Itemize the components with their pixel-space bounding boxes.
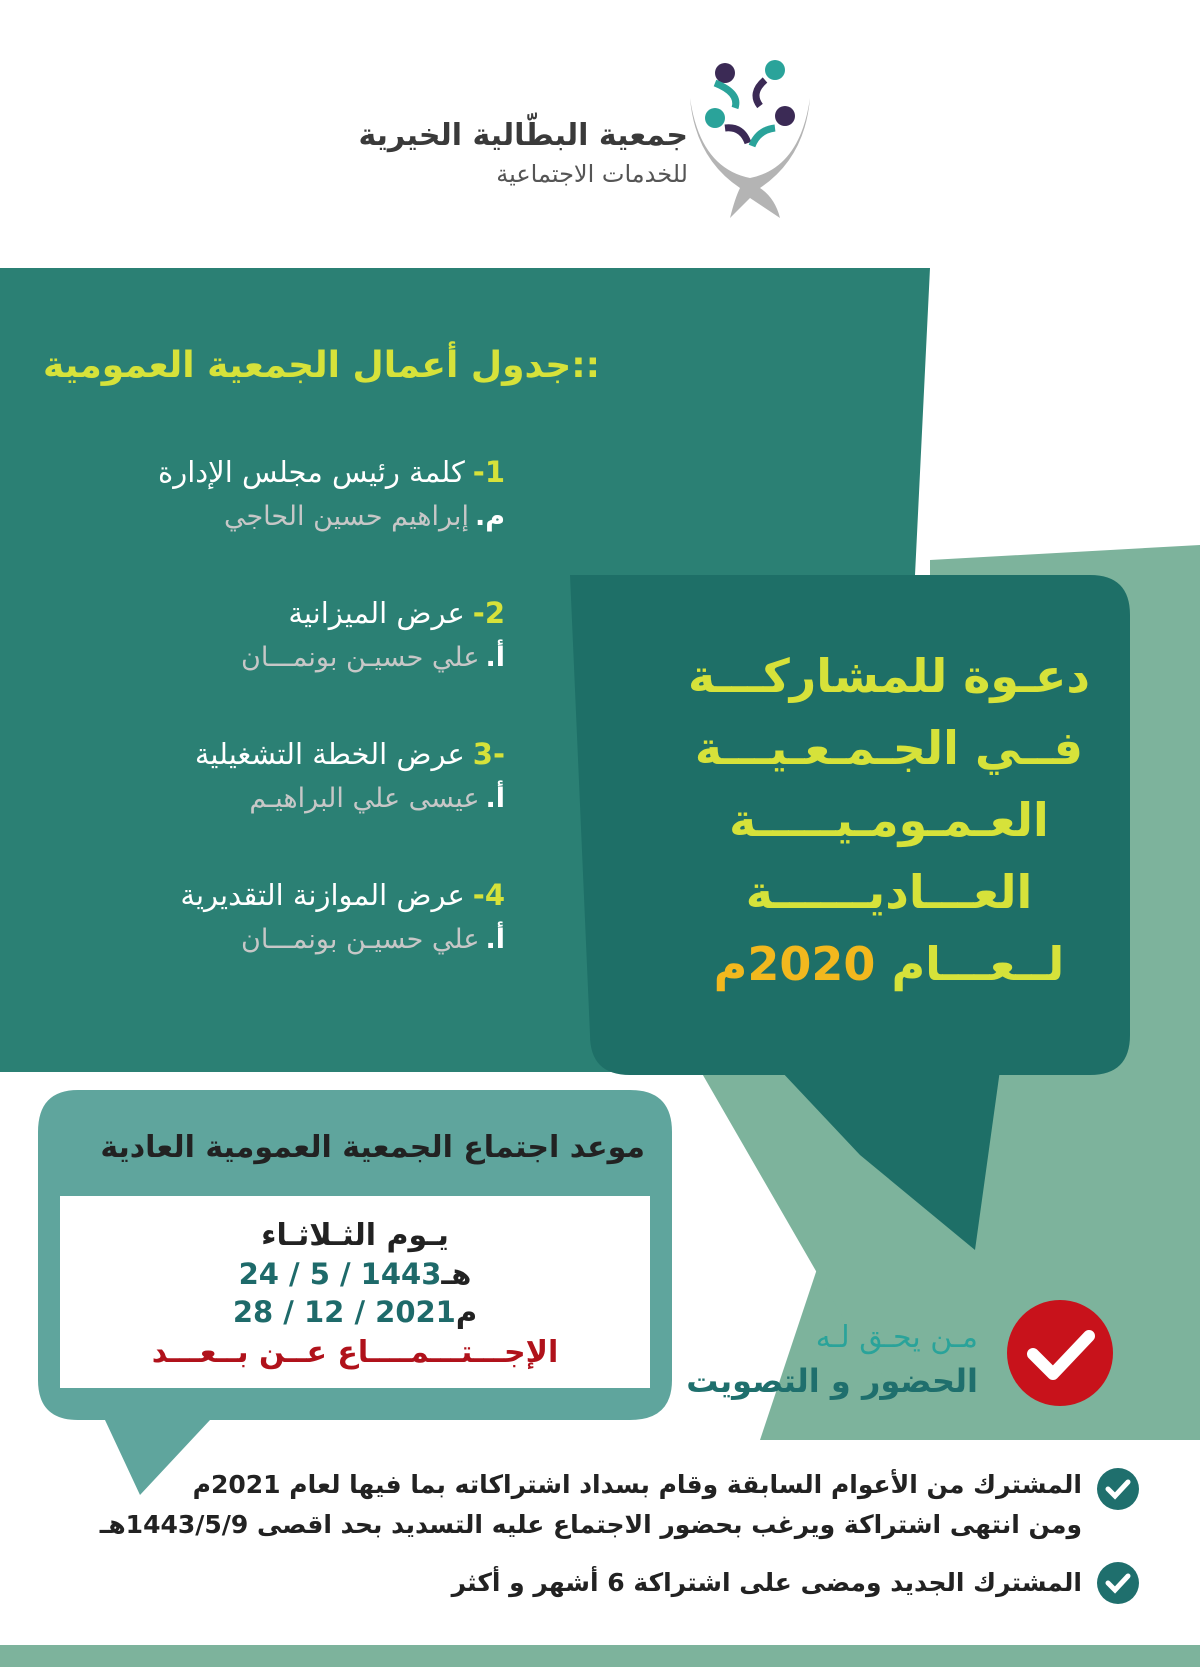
agenda-item-label: عرض الميزانية (288, 596, 465, 630)
check-icon (1096, 1561, 1140, 1605)
invitation-heading (688, 640, 1090, 1000)
org-logo-icon (680, 48, 820, 223)
agenda-item-label: عرض الخطة التشغيلية (194, 737, 465, 771)
speaker-prefix: أ. (485, 783, 505, 814)
speaker-prefix: م. (474, 501, 505, 532)
meeting-mode: الإجـــتـــمــــاع عــن بــعـــد (151, 1335, 559, 1370)
org-name: جمعية البطّالية الخيرية (358, 118, 688, 153)
agenda-item-label: عرض الموازنة التقديرية (180, 878, 465, 912)
agenda-item (180, 878, 505, 955)
check-circle-icon (1005, 1298, 1115, 1408)
meeting-title: موعد اجتماع الجمعية العمومية العادية (100, 1130, 645, 1165)
meeting-day: يـوم الثـلاثـاء (261, 1218, 449, 1253)
agenda-item-number: 4- (472, 878, 505, 912)
agenda-item-label: كلمة رئيس مجلس الإدارة (158, 455, 465, 489)
agenda-title: ::جدول أعمال الجمعية العمومية (42, 345, 600, 386)
meeting-details-box (60, 1196, 650, 1388)
agenda-item-number: 2- (472, 596, 505, 630)
speaker-prefix: أ. (485, 924, 505, 955)
agenda-item (158, 455, 505, 532)
agenda-item-speaker: إبراهيم حسين الحاجي (223, 501, 469, 532)
org-subtitle: للخدمات الاجتماعية (496, 160, 688, 188)
condition-item (100, 1465, 1082, 1545)
condition-item (452, 1563, 1082, 1603)
invitation-year: 2020م (713, 937, 876, 991)
meeting-gregorian-date: 28 / 12 / 2021م (232, 1295, 478, 1329)
agenda-item (241, 596, 505, 673)
invitation-line: العـمـومـيـــــة (729, 793, 1049, 847)
condition-line: ومن انتهى اشتراكة ويرغب بحضور الاجتماع عليه التسديد بحد اقصى 1443/5/9هـ (99, 1510, 1082, 1539)
speaker-prefix: أ. (485, 642, 505, 673)
invitation-line: لــعـــام (891, 937, 1065, 991)
eligibility-subheading: الحضور و التصويت (686, 1362, 978, 1400)
invitation-line: العـــاديــــــة (745, 865, 1033, 919)
meeting-hijri-date: 24 / 5 / 1443هـ (238, 1257, 472, 1291)
org-logo (680, 48, 820, 223)
agenda-item-speaker: عيسى علي البراهيـم (249, 783, 480, 814)
condition-line: المشترك من الأعوام السابقة وقام بسداد اشتراكاته بما فيها لعام 2021م (192, 1470, 1082, 1499)
eligibility-heading: مـن يحـق لـه (815, 1320, 978, 1355)
invitation-line: دعـوة للمشاركـــة (687, 649, 1090, 703)
agenda-item-speaker: علي حسيـن بونمـــان (241, 642, 480, 673)
agenda-item (195, 737, 505, 814)
agenda-item-number: 1- (472, 455, 505, 489)
agenda-item-number: -3 (472, 737, 505, 771)
invitation-line: فــي الجـمـعـيـــة (694, 721, 1084, 775)
check-icon (1096, 1467, 1140, 1511)
condition-line: المشترك الجديد ومضى على اشتراكة 6 أشهر و أكثر (451, 1568, 1082, 1597)
agenda-item-speaker: علي حسيـن بونمـــان (241, 924, 480, 955)
